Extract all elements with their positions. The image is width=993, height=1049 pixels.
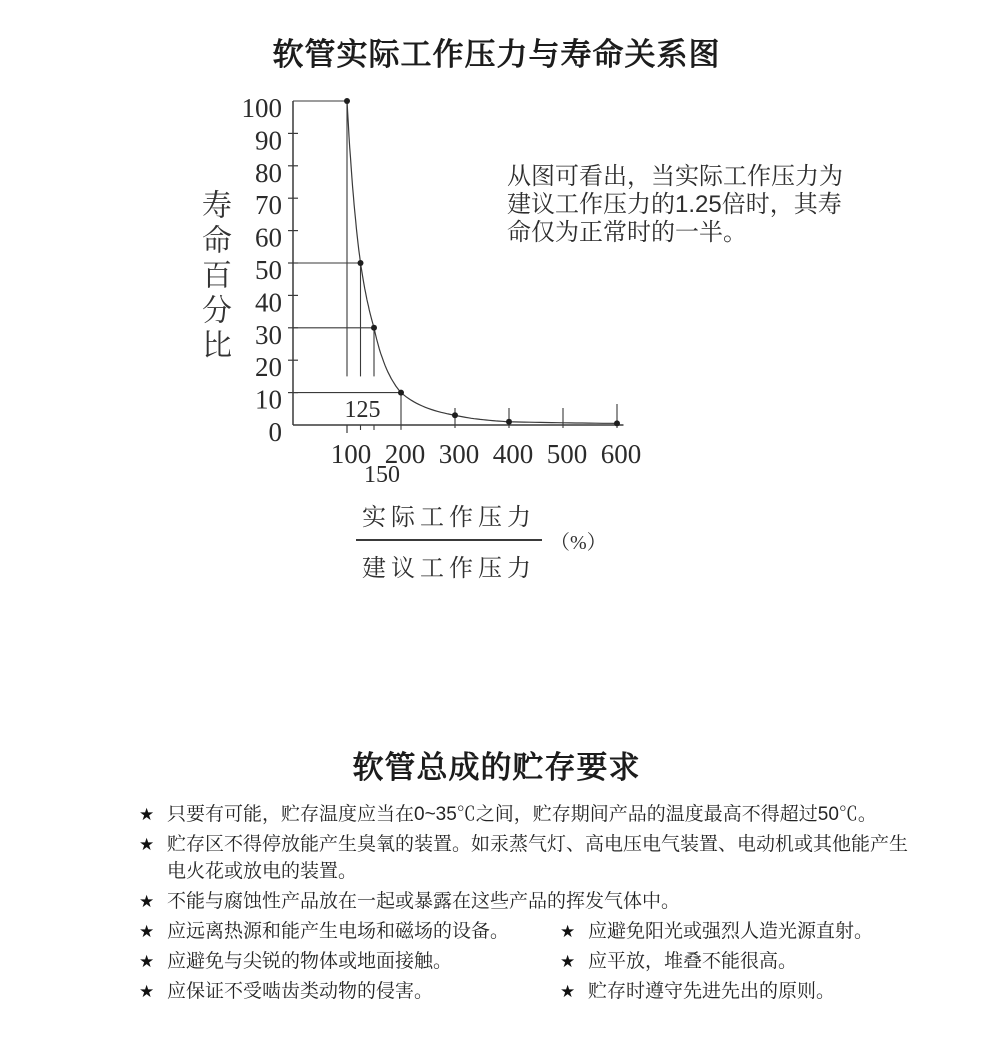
list-item xyxy=(139,831,921,885)
chart-text: 0 xyxy=(268,417,282,447)
fraction-denominator: 建议工作压力 xyxy=(362,556,536,582)
annotation-line: 建议工作压力的1.25倍时，其寿 xyxy=(507,191,842,218)
list-item-text: 应避免阳光或强烈人造光源直射。 xyxy=(588,921,874,942)
list-item-text: 应远离热源和能产生电场和磁场的设备。 xyxy=(167,921,510,942)
list-item-text: 贮存时遵守先进先出的原则。 xyxy=(588,981,836,1002)
chart-text: 150 xyxy=(364,462,400,488)
star-bullet-icon: ★ xyxy=(560,922,576,941)
annotation-line: 命仅为正常时的一半。 xyxy=(507,219,747,246)
chart-text: 400 xyxy=(492,439,534,469)
list-item xyxy=(139,888,921,915)
chart-text: 30 xyxy=(255,319,282,350)
list-item xyxy=(139,948,560,975)
chart-text: 20 xyxy=(255,352,282,383)
star-bullet-icon: ★ xyxy=(139,805,155,824)
list-item-text: 只要有可能，贮存温度应当在0~35℃之间，贮存期间产品的温度最高不得超过50℃。 xyxy=(167,804,877,825)
annotation-line: 从图可看出，当实际工作压力为 xyxy=(507,163,843,190)
chart-text: 100 xyxy=(241,93,282,123)
storage-section-title: 软管总成的贮存要求 xyxy=(352,749,641,785)
chart-text: 60 xyxy=(255,222,282,253)
chart-annotation xyxy=(507,163,907,247)
data-point-marker xyxy=(358,260,364,266)
list-item xyxy=(139,801,921,828)
data-point-marker xyxy=(614,420,620,426)
list-item xyxy=(560,978,921,1005)
chart-text: 200 xyxy=(384,439,426,469)
storage-list-right xyxy=(560,918,921,1008)
chart-text: 125 xyxy=(344,397,381,423)
data-point-marker xyxy=(371,325,377,331)
fraction-numerator: 实际工作压力 xyxy=(356,497,542,541)
chart-text: 40 xyxy=(255,287,282,318)
chart-text: 70 xyxy=(255,190,282,221)
chart-text: 80 xyxy=(255,157,282,188)
star-bullet-icon: ★ xyxy=(560,952,576,971)
star-bullet-icon: ★ xyxy=(560,982,576,1001)
list-item-text: 应避免与尖锐的物体或地面接触。 xyxy=(167,951,453,972)
star-bullet-icon: ★ xyxy=(139,922,155,941)
chart-text: 600 xyxy=(600,439,642,469)
storage-list-full xyxy=(139,801,921,915)
list-item xyxy=(139,918,560,945)
star-bullet-icon: ★ xyxy=(139,835,155,854)
star-bullet-icon: ★ xyxy=(139,952,155,971)
list-item-text: 不能与腐蚀性产品放在一起或暴露在这些产品的挥发气体中。 xyxy=(167,891,681,912)
data-point-marker xyxy=(452,412,458,418)
chart-text: 10 xyxy=(255,384,282,415)
x-axis-label-fraction xyxy=(356,497,607,583)
list-item-text: 贮存区不得停放能产生臭氧的装置。如汞蒸气灯、高电压电气装置、电动机或其他能产生电火花或放电的装置。 xyxy=(167,834,909,882)
storage-two-column xyxy=(139,918,921,1008)
chart-section-title: 软管实际工作压力与寿命关系图 xyxy=(272,36,721,72)
life-curve xyxy=(344,101,617,423)
chart-text: 300 xyxy=(438,439,480,469)
data-point-marker xyxy=(506,419,512,425)
star-bullet-icon: ★ xyxy=(139,892,155,911)
data-point-marker xyxy=(398,390,404,396)
star-bullet-icon: ★ xyxy=(139,982,155,1001)
list-item xyxy=(560,948,921,975)
list-item xyxy=(139,978,560,1005)
chart-text: 50 xyxy=(255,255,282,285)
data-point-marker xyxy=(344,98,350,104)
chart-text: 100 xyxy=(330,439,372,469)
chart-text: 500 xyxy=(546,439,588,469)
list-item xyxy=(560,918,921,945)
storage-list-left xyxy=(139,918,560,1008)
fraction-unit: （%） xyxy=(550,531,607,554)
y-axis-label: 寿命百分比 xyxy=(197,189,230,364)
storage-requirements xyxy=(139,801,921,1008)
chart-text: 90 xyxy=(255,125,282,156)
list-item-text: 应平放，堆叠不能很高。 xyxy=(588,951,798,972)
list-item-text: 应保证不受啮齿类动物的侵害。 xyxy=(167,981,434,1002)
fraction-stack xyxy=(356,497,542,583)
